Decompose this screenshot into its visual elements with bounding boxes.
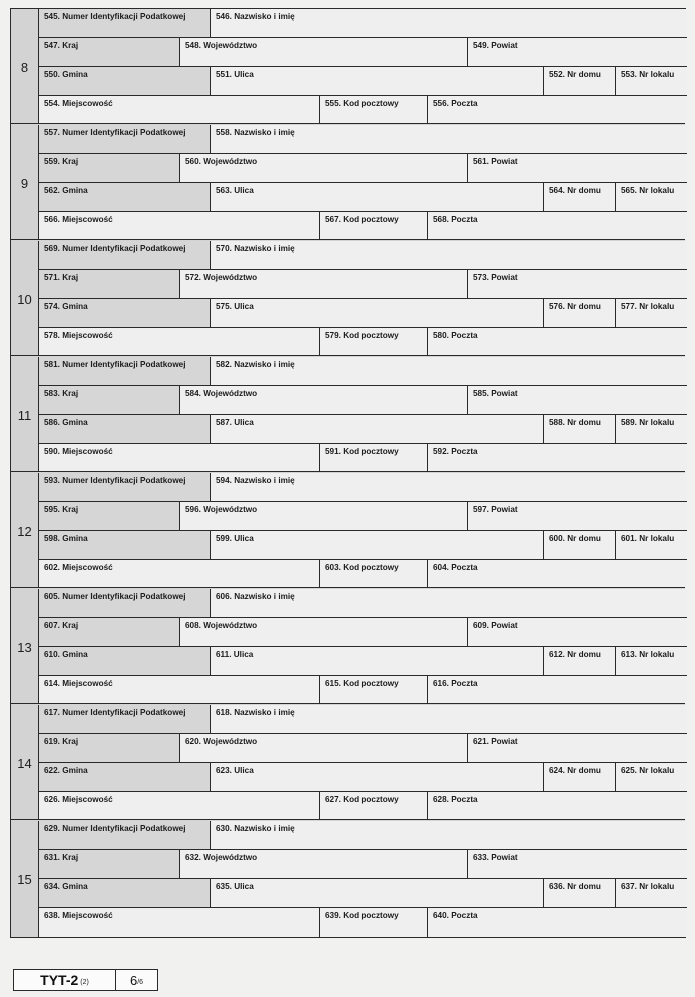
form-row	[39, 125, 685, 154]
commune-field[interactable]	[39, 67, 211, 96]
house-number-label: 636. Nr domu	[549, 882, 601, 891]
form-row	[39, 821, 685, 850]
locality-label: 602. Miejscowość	[44, 563, 113, 572]
county-label: 561. Powiat	[473, 157, 518, 166]
nip-label: 593. Numer Identyfikacji Podatkowej	[44, 476, 186, 485]
apartment-number-field[interactable]	[616, 415, 687, 444]
form-row	[39, 241, 685, 270]
name-label: 594. Nazwisko i imię	[216, 476, 295, 485]
commune-field[interactable]	[39, 299, 211, 328]
country-label: 583. Kraj	[44, 389, 79, 398]
county-label: 597. Powiat	[473, 505, 518, 514]
house-number-field[interactable]	[544, 299, 616, 328]
form-version: (2)	[80, 979, 89, 986]
apartment-number-field[interactable]	[616, 183, 687, 212]
voivodeship-field[interactable]	[180, 38, 468, 67]
name-label: 630. Nazwisko i imię	[216, 824, 295, 833]
form-row	[39, 183, 685, 212]
taxpayer-block	[11, 357, 685, 473]
commune-field[interactable]	[39, 879, 211, 908]
form-row	[39, 502, 685, 531]
voivodeship-label: 584. Województwo	[185, 389, 258, 398]
county-label: 549. Powiat	[473, 41, 518, 50]
locality-field[interactable]	[39, 212, 320, 241]
house-number-field[interactable]	[544, 763, 616, 792]
name-label: 618. Nazwisko i imię	[216, 708, 295, 717]
commune-label: 622. Gmina	[44, 766, 88, 775]
country-field[interactable]	[39, 270, 180, 299]
form-row	[39, 705, 685, 734]
apartment-number-label: 577. Nr lokalu	[621, 302, 675, 311]
nip-label: 605. Numer Identyfikacji Podatkowej	[44, 592, 186, 601]
postal-code-field[interactable]	[320, 444, 428, 473]
county-field[interactable]	[468, 734, 687, 763]
locality-field[interactable]	[39, 560, 320, 589]
commune-label: 586. Gmina	[44, 418, 88, 427]
name-field[interactable]	[211, 125, 687, 154]
street-label: 551. Ulica	[216, 70, 254, 79]
country-field[interactable]	[39, 502, 180, 531]
nip-field[interactable]	[39, 357, 211, 386]
voivodeship-label: 596. Województwo	[185, 505, 258, 514]
post-office-label: 556. Poczta	[433, 99, 478, 108]
post-office-label: 640. Poczta	[433, 911, 478, 920]
county-field[interactable]	[468, 386, 687, 415]
post-office-label: 604. Poczta	[433, 563, 478, 572]
apartment-number-label: 637. Nr lokalu	[621, 882, 675, 891]
locality-label: 626. Miejscowość	[44, 795, 113, 804]
apartment-number-field[interactable]	[616, 531, 687, 560]
form-code: TYT-2	[40, 972, 79, 988]
apartment-number-field[interactable]	[616, 879, 687, 908]
block-number: 8	[11, 9, 39, 125]
form-row	[39, 67, 685, 96]
form-row	[39, 560, 685, 589]
apartment-number-label: 625. Nr lokalu	[621, 766, 675, 775]
house-number-field[interactable]	[544, 647, 616, 676]
locality-field[interactable]	[39, 908, 320, 937]
form-code-box	[14, 970, 116, 990]
commune-field[interactable]	[39, 415, 211, 444]
form-row	[39, 444, 685, 473]
name-label: 546. Nazwisko i imię	[216, 12, 295, 21]
house-number-field[interactable]	[544, 415, 616, 444]
voivodeship-label: 608. Województwo	[185, 621, 258, 630]
house-number-label: 612. Nr domu	[549, 650, 601, 659]
form-row	[39, 850, 685, 879]
country-field[interactable]	[39, 734, 180, 763]
post-office-field[interactable]	[428, 908, 687, 937]
form-row	[39, 154, 685, 183]
form-row	[39, 386, 685, 415]
postal-code-label: 627. Kod pocztowy	[325, 795, 399, 804]
county-field[interactable]	[468, 154, 687, 183]
country-label: 547. Kraj	[44, 41, 79, 50]
apartment-number-label: 565. Nr lokalu	[621, 186, 675, 195]
locality-field[interactable]	[39, 444, 320, 473]
nip-label: 617. Numer Identyfikacji Podatkowej	[44, 708, 186, 717]
form-row	[39, 647, 685, 676]
commune-label: 634. Gmina	[44, 882, 88, 891]
house-number-label: 600. Nr domu	[549, 534, 601, 543]
house-number-label: 588. Nr domu	[549, 418, 601, 427]
postal-code-label: 591. Kod pocztowy	[325, 447, 399, 456]
name-label: 606. Nazwisko i imię	[216, 592, 295, 601]
name-label: 582. Nazwisko i imię	[216, 360, 295, 369]
house-number-field[interactable]	[544, 531, 616, 560]
nip-field[interactable]	[39, 473, 211, 502]
form-row	[39, 328, 685, 357]
apartment-number-field[interactable]	[616, 299, 687, 328]
name-label: 570. Nazwisko i imię	[216, 244, 295, 253]
post-office-field[interactable]	[428, 212, 687, 241]
voivodeship-label: 572. Województwo	[185, 273, 258, 282]
form-row	[39, 792, 685, 821]
locality-label: 554. Miejscowość	[44, 99, 113, 108]
apartment-number-label: 613. Nr lokalu	[621, 650, 675, 659]
house-number-field[interactable]	[544, 67, 616, 96]
apartment-number-label: 553. Nr lokalu	[621, 70, 675, 79]
street-label: 623. Ulica	[216, 766, 254, 775]
post-office-field[interactable]	[428, 676, 687, 705]
county-field[interactable]	[468, 850, 687, 879]
form-footer	[13, 969, 158, 991]
block-number: 9	[11, 125, 39, 241]
post-office-field[interactable]	[428, 328, 687, 357]
name-field[interactable]	[211, 9, 687, 38]
form-row	[39, 9, 685, 38]
name-field[interactable]	[211, 473, 687, 502]
block-number: 12	[11, 473, 39, 589]
house-number-label: 576. Nr domu	[549, 302, 601, 311]
country-field[interactable]	[39, 154, 180, 183]
nip-field[interactable]	[39, 9, 211, 38]
voivodeship-label: 560. Województwo	[185, 157, 258, 166]
page-number: 6	[129, 972, 138, 988]
nip-label: 581. Numer Identyfikacji Podatkowej	[44, 360, 186, 369]
postal-code-field[interactable]	[320, 212, 428, 241]
post-office-field[interactable]	[428, 444, 687, 473]
postal-code-label: 567. Kod pocztowy	[325, 215, 399, 224]
country-label: 607. Kraj	[44, 621, 79, 630]
street-field[interactable]	[211, 415, 544, 444]
country-field[interactable]	[39, 850, 180, 879]
locality-field[interactable]	[39, 96, 320, 125]
county-label: 621. Powiat	[473, 737, 518, 746]
nip-label: 557. Numer Identyfikacji Podatkowej	[44, 128, 186, 137]
voivodeship-label: 632. Województwo	[185, 853, 258, 862]
voivodeship-field[interactable]	[180, 270, 468, 299]
county-field[interactable]	[468, 38, 687, 67]
form-row	[39, 763, 685, 792]
country-field[interactable]	[39, 386, 180, 415]
street-label: 575. Ulica	[216, 302, 254, 311]
postal-code-field[interactable]	[320, 96, 428, 125]
county-field[interactable]	[468, 618, 687, 647]
locality-label: 566. Miejscowość	[44, 215, 113, 224]
form-row	[39, 589, 685, 618]
form-row	[39, 270, 685, 299]
form-row	[39, 299, 685, 328]
house-number-label: 552. Nr domu	[549, 70, 601, 79]
commune-label: 562. Gmina	[44, 186, 88, 195]
postal-code-label: 603. Kod pocztowy	[325, 563, 399, 572]
post-office-field[interactable]	[428, 560, 687, 589]
county-label: 609. Powiat	[473, 621, 518, 630]
street-label: 587. Ulica	[216, 418, 254, 427]
street-label: 599. Ulica	[216, 534, 254, 543]
taxpayer-block	[11, 821, 685, 937]
voivodeship-field[interactable]	[180, 618, 468, 647]
street-label: 563. Ulica	[216, 186, 254, 195]
county-label: 633. Powiat	[473, 853, 518, 862]
country-field[interactable]	[39, 618, 180, 647]
street-label: 635. Ulica	[216, 882, 254, 891]
street-field[interactable]	[211, 531, 544, 560]
form-row	[39, 879, 685, 908]
taxpayer-block	[11, 705, 685, 821]
apartment-number-label: 601. Nr lokalu	[621, 534, 675, 543]
block-number: 13	[11, 589, 39, 705]
postal-code-field[interactable]	[320, 328, 428, 357]
postal-code-field[interactable]	[320, 560, 428, 589]
apartment-number-field[interactable]	[616, 647, 687, 676]
country-field[interactable]	[39, 38, 180, 67]
form-row	[39, 618, 685, 647]
post-office-label: 568. Poczta	[433, 215, 478, 224]
voivodeship-label: 548. Województwo	[185, 41, 258, 50]
street-field[interactable]	[211, 67, 544, 96]
locality-label: 614. Miejscowość	[44, 679, 113, 688]
commune-field[interactable]	[39, 183, 211, 212]
nip-field[interactable]	[39, 589, 211, 618]
house-number-field[interactable]	[544, 183, 616, 212]
nip-label: 545. Numer Identyfikacji Podatkowej	[44, 12, 186, 21]
post-office-field[interactable]	[428, 96, 687, 125]
form-row	[39, 676, 685, 705]
post-office-label: 580. Poczta	[433, 331, 478, 340]
taxpayer-block	[11, 125, 685, 241]
locality-field[interactable]	[39, 792, 320, 821]
house-number-field[interactable]	[544, 879, 616, 908]
county-label: 585. Powiat	[473, 389, 518, 398]
commune-field[interactable]	[39, 531, 211, 560]
locality-label: 638. Miejscowość	[44, 911, 113, 920]
voivodeship-field[interactable]	[180, 386, 468, 415]
country-label: 619. Kraj	[44, 737, 79, 746]
locality-field[interactable]	[39, 328, 320, 357]
county-field[interactable]	[468, 502, 687, 531]
form-row	[39, 908, 685, 937]
taxpayer-block	[11, 473, 685, 589]
county-label: 573. Powiat	[473, 273, 518, 282]
nip-label: 629. Numer Identyfikacji Podatkowej	[44, 824, 186, 833]
nip-field[interactable]	[39, 705, 211, 734]
locality-field[interactable]	[39, 676, 320, 705]
form-row	[39, 473, 685, 502]
voivodeship-field[interactable]	[180, 154, 468, 183]
block-number: 15	[11, 821, 39, 937]
name-field[interactable]	[211, 821, 687, 850]
voivodeship-field[interactable]	[180, 502, 468, 531]
street-field[interactable]	[211, 299, 544, 328]
street-field[interactable]	[211, 183, 544, 212]
county-field[interactable]	[468, 270, 687, 299]
nip-label: 569. Numer Identyfikacji Podatkowej	[44, 244, 186, 253]
nip-field[interactable]	[39, 125, 211, 154]
page-indicator	[116, 970, 157, 990]
taxpayer-block	[11, 589, 685, 705]
taxpayer-block	[11, 241, 685, 357]
page-total: /6	[137, 979, 144, 986]
taxpayer-block	[11, 9, 685, 125]
name-field[interactable]	[211, 241, 687, 270]
form-row	[39, 531, 685, 560]
form-sheet	[10, 8, 686, 938]
block-number: 11	[11, 357, 39, 473]
locality-label: 578. Miejscowość	[44, 331, 113, 340]
commune-field[interactable]	[39, 647, 211, 676]
street-field[interactable]	[211, 879, 544, 908]
form-row	[39, 415, 685, 444]
country-label: 595. Kraj	[44, 505, 79, 514]
apartment-number-label: 589. Nr lokalu	[621, 418, 675, 427]
commune-label: 598. Gmina	[44, 534, 88, 543]
house-number-label: 624. Nr domu	[549, 766, 601, 775]
country-label: 559. Kraj	[44, 157, 79, 166]
commune-label: 550. Gmina	[44, 70, 88, 79]
form-row	[39, 38, 685, 67]
post-office-label: 592. Poczta	[433, 447, 478, 456]
form-row	[39, 357, 685, 386]
country-label: 631. Kraj	[44, 853, 79, 862]
post-office-field[interactable]	[428, 792, 687, 821]
street-field[interactable]	[211, 763, 544, 792]
nip-field[interactable]	[39, 241, 211, 270]
form-row	[39, 96, 685, 125]
commune-field[interactable]	[39, 763, 211, 792]
name-field[interactable]	[211, 589, 687, 618]
commune-label: 610. Gmina	[44, 650, 88, 659]
block-number: 14	[11, 705, 39, 821]
locality-label: 590. Miejscowość	[44, 447, 113, 456]
name-label: 558. Nazwisko i imię	[216, 128, 295, 137]
postal-code-label: 555. Kod pocztowy	[325, 99, 399, 108]
apartment-number-field[interactable]	[616, 763, 687, 792]
block-number: 10	[11, 241, 39, 357]
apartment-number-field[interactable]	[616, 67, 687, 96]
post-office-label: 628. Poczta	[433, 795, 478, 804]
nip-field[interactable]	[39, 821, 211, 850]
postal-code-label: 579. Kod pocztowy	[325, 331, 399, 340]
voivodeship-field[interactable]	[180, 734, 468, 763]
post-office-label: 616. Poczta	[433, 679, 478, 688]
house-number-label: 564. Nr domu	[549, 186, 601, 195]
commune-label: 574. Gmina	[44, 302, 88, 311]
postal-code-label: 615. Kod pocztowy	[325, 679, 399, 688]
voivodeship-label: 620. Województwo	[185, 737, 258, 746]
postal-code-field[interactable]	[320, 908, 428, 937]
form-row	[39, 212, 685, 241]
street-field[interactable]	[211, 647, 544, 676]
voivodeship-field[interactable]	[180, 850, 468, 879]
country-label: 571. Kraj	[44, 273, 79, 282]
street-label: 611. Ulica	[216, 650, 254, 659]
postal-code-field[interactable]	[320, 676, 428, 705]
postal-code-label: 639. Kod pocztowy	[325, 911, 399, 920]
name-field[interactable]	[211, 357, 687, 386]
postal-code-field[interactable]	[320, 792, 428, 821]
form-row	[39, 734, 685, 763]
name-field[interactable]	[211, 705, 687, 734]
